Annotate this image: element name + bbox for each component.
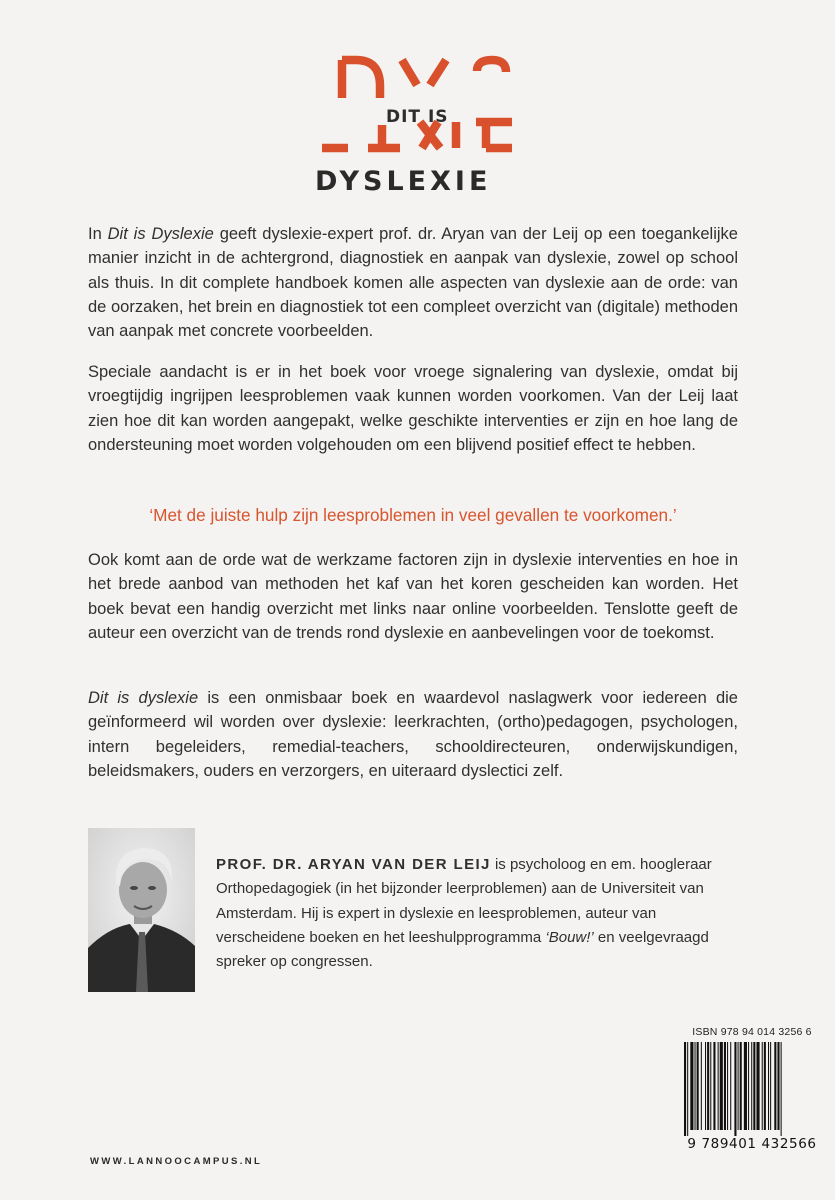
author-portrait-image	[88, 828, 195, 992]
barcode-bar	[730, 1042, 731, 1130]
p1-book-title: Dit is Dyslexie	[107, 225, 214, 243]
p4-book-title: Dit is dyslexie	[88, 689, 199, 707]
barcode-bar	[781, 1042, 782, 1136]
description-paragraph-1	[88, 222, 738, 343]
barcode-bar	[748, 1042, 749, 1130]
author-bio-program: ‘Bouw!’	[545, 928, 594, 946]
isbn-number: ISBN 978 94 014 3256 6	[692, 1026, 812, 1038]
p1-text: geeft dyslexie-expert prof. dr. Aryan van der Leij op een toegankelijke manier inzicht in de achtergrond, diagnostiek en aanpak van dyslexie, zowel op school als thuis. In dit complete handboek komen alle aspecten van dyslexie aan de orde: van de oorzaken, het brein en diagnostiek tot een compleet overzicht van (digitale) methoden van aanpak met concrete voorbeelden.	[88, 225, 738, 341]
barcode-bar	[727, 1042, 728, 1130]
description-paragraph-4	[88, 686, 738, 783]
barcode-block	[682, 1026, 822, 1176]
barcode-bar	[697, 1042, 699, 1130]
barcode-bar	[738, 1042, 739, 1130]
barcode-bar	[705, 1042, 706, 1130]
barcode-bar	[744, 1042, 747, 1130]
barcode-bars	[682, 1042, 822, 1136]
barcode-bar	[770, 1042, 771, 1130]
barcode-bar	[756, 1042, 759, 1130]
barcode-bar	[764, 1042, 766, 1130]
author-name: PROF. DR. ARYAN VAN DER LEIJ	[216, 856, 491, 873]
barcode-bar	[777, 1042, 779, 1130]
publisher-website[interactable]: WWW.LANNOOCAMPUS.NL	[90, 1156, 263, 1167]
p1-intro: In	[88, 225, 108, 243]
barcode-bar	[713, 1042, 715, 1130]
book-logo	[280, 40, 555, 200]
barcode-bar	[774, 1042, 776, 1130]
barcode-bar	[695, 1042, 696, 1130]
barcode-bar	[751, 1042, 752, 1130]
logo-dit-is: DIT IS	[386, 107, 449, 127]
barcode-bar	[740, 1042, 742, 1130]
barcode-bar	[687, 1042, 688, 1136]
barcode-bar	[734, 1042, 736, 1136]
author-bio	[216, 853, 736, 974]
barcode-bar	[753, 1042, 755, 1130]
dys-lexie-letterforms	[280, 40, 555, 165]
barcode-bar	[720, 1042, 723, 1130]
book-title: DYSLEXIE	[315, 166, 492, 197]
p4-text: is een onmisbaar boek en waardevol naslagwerk voor iedereen die geïnformeerd wil worden over dyslexie: leerkrachten, (ortho)pedagogen, psychologen, intern begeleiders, remedial-teachers, schooldirecteuren, onderwijskundigen, beleidsmakers, ouders en verzorgers, en uiteraard dyslectici zelf.	[88, 689, 738, 780]
author-bio-text-1: is psycholoog en em. hoogleraar Orthopedagogiek (in het bijzonder leerproblemen) aan de Universiteit van Amsterdam. Hij is expert in dyslexie en leesproblemen, auteur van verscheidene boeken en het leeshulpprogramma	[216, 856, 712, 946]
description-paragraph-2: Speciale aandacht is er in het boek voor vroege signalering van dyslexie, omdat bij vroegtijdig ingrijpen leesproblemen vaak kunnen worden voorkomen. Van der Leij laat zien hoe dit kan worden aangepakt, welke geschikte interventies er zijn en hoe lang de ondersteuning moet worden volgehouden om een blijvend positief effect te hebben.	[88, 363, 738, 454]
barcode-bar	[762, 1042, 763, 1130]
barcode-bar	[707, 1042, 709, 1130]
pull-quote: ‘Met de juiste hulp zijn leesproblemen in veel gevallen te voorkomen.’	[149, 505, 677, 525]
barcode-bar	[690, 1042, 693, 1130]
barcode-bar	[701, 1042, 702, 1130]
barcode-bar	[710, 1042, 711, 1130]
barcode-bar	[718, 1042, 719, 1130]
barcode-digits: 9 789401 432566	[687, 1136, 817, 1152]
barcode-bar	[768, 1042, 769, 1130]
author-bio-text-2: en veelgevraagd spreker op congressen.	[216, 928, 709, 971]
barcode-bar	[724, 1042, 726, 1130]
author-photo	[88, 828, 195, 992]
description-paragraph-3: Ook komt aan de orde wat de werkzame factoren zijn in dyslexie interventies en hoe in het brede aanbod van methoden het kaf van het koren gescheiden kan worden. Het boek bevat een handig overzicht met links naar online voorbeelden. Tenslotte geeft de auteur een overzicht van de trends rond dyslexie en aanbevelingen voor de toekomst.	[88, 551, 738, 642]
barcode-bar	[684, 1042, 686, 1136]
